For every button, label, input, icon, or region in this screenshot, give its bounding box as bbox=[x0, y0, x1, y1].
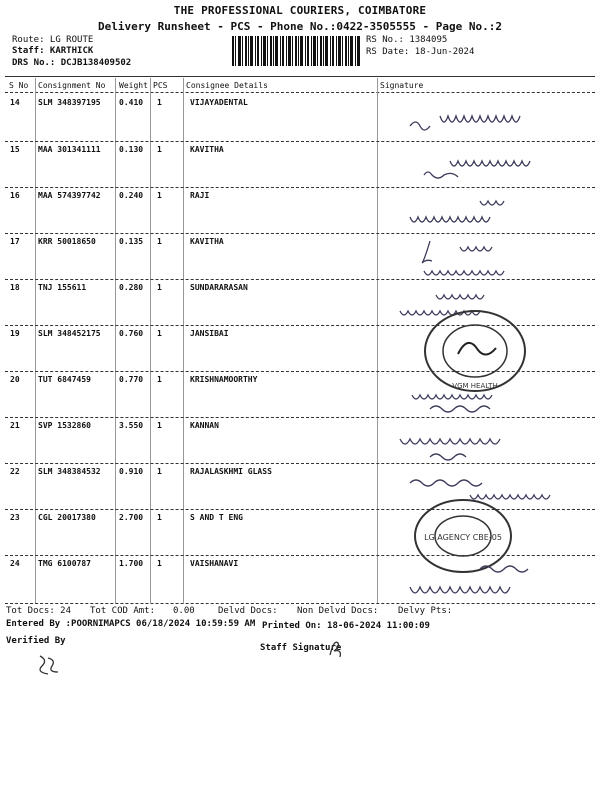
row-consignment: KRR 50018650 bbox=[38, 237, 96, 246]
runsheet-subtitle: Delivery Runsheet - PCS - Phone No.:0422-3505555 - Page No.:2 bbox=[98, 20, 502, 33]
printed-on: Printed On: 18-06-2024 11:00:09 bbox=[262, 621, 430, 631]
row-pcs: 1 bbox=[157, 145, 162, 154]
table-row bbox=[0, 145, 600, 193]
row-weight: 0.130 bbox=[119, 145, 144, 154]
row-consignee: KAVITHA bbox=[190, 237, 224, 246]
col-weight: Weight bbox=[119, 81, 148, 90]
row-sno: 17 bbox=[10, 237, 20, 246]
signature-handwriting bbox=[380, 421, 595, 469]
col-pcs: PCS bbox=[153, 81, 168, 90]
entered-by: Entered By :POORNIMAPCS 06/18/2024 10:59:59 AM bbox=[6, 619, 256, 629]
verified-by-label: Verified By bbox=[6, 636, 66, 646]
table-row bbox=[0, 98, 600, 146]
row-consignee: RAJI bbox=[190, 191, 210, 200]
row-divider bbox=[5, 463, 595, 464]
row-consignee: KANNAN bbox=[190, 421, 219, 430]
row-consignment: MAA 574397742 bbox=[38, 191, 101, 200]
table-row bbox=[0, 237, 600, 285]
row-consignee: KAVITHA bbox=[190, 145, 224, 154]
rs-number: RS No.: 1384095 bbox=[366, 35, 448, 45]
row-weight: 0.410 bbox=[119, 98, 144, 107]
row-divider bbox=[5, 233, 595, 234]
row-consignment: TNJ 155611 bbox=[38, 283, 87, 292]
row-sno: 24 bbox=[10, 559, 20, 568]
signature-handwriting bbox=[380, 375, 595, 423]
verifier-signature-icon bbox=[34, 652, 64, 676]
table-row bbox=[0, 421, 600, 469]
total-cod-label: Tot COD Amt: bbox=[90, 606, 156, 616]
stamp-text: LG AGENCY CBE-05 bbox=[424, 533, 502, 542]
row-pcs: 1 bbox=[157, 329, 162, 338]
header-bottom-rule bbox=[5, 92, 595, 93]
table-row bbox=[0, 559, 600, 607]
stamp-text: VGM HEALTH bbox=[452, 382, 498, 390]
signature-handwriting bbox=[380, 98, 595, 146]
col-consignment: Consignment No bbox=[38, 81, 106, 90]
drs-number: DRS No.: DCJB138409502 bbox=[12, 58, 132, 68]
row-consignee: S AND T ENG bbox=[190, 513, 243, 522]
row-consignment: TMG 6100787 bbox=[38, 559, 91, 568]
row-pcs: 1 bbox=[157, 513, 162, 522]
row-weight: 0.240 bbox=[119, 191, 144, 200]
total-docs: Tot Docs: 24 bbox=[6, 606, 72, 616]
row-consignment: TUT 6847459 bbox=[38, 375, 91, 384]
staff-label: Staff: KARTHICK bbox=[12, 46, 94, 56]
row-sno: 18 bbox=[10, 283, 20, 292]
non-delivered-docs: Non Delvd Docs: bbox=[297, 606, 379, 616]
row-sno: 20 bbox=[10, 375, 20, 384]
row-consignment: SLM 348397195 bbox=[38, 98, 101, 107]
row-sno: 21 bbox=[10, 421, 20, 430]
route-label: Route: LG ROUTE bbox=[12, 35, 94, 45]
row-sno: 22 bbox=[10, 467, 20, 476]
signature-handwriting bbox=[380, 559, 595, 607]
delivered-docs: Delvd Docs: bbox=[218, 606, 278, 616]
row-sno: 15 bbox=[10, 145, 20, 154]
row-weight: 0.280 bbox=[119, 283, 144, 292]
row-pcs: 1 bbox=[157, 467, 162, 476]
row-divider bbox=[5, 555, 595, 556]
row-pcs: 1 bbox=[157, 559, 162, 568]
row-consignee: KRISHNAMOORTHY bbox=[190, 375, 258, 384]
staff-signature-label: Staff Signature bbox=[260, 643, 342, 653]
row-weight: 2.700 bbox=[119, 513, 144, 522]
row-consignment: CGL 20017380 bbox=[38, 513, 96, 522]
table-top-rule bbox=[5, 76, 595, 77]
row-sno: 23 bbox=[10, 513, 20, 522]
row-weight: 3.550 bbox=[119, 421, 144, 430]
total-cod-value: 0.00 bbox=[173, 606, 195, 616]
row-weight: 0.770 bbox=[119, 375, 144, 384]
row-consignment: MAA 301341111 bbox=[38, 145, 101, 154]
delivery-points: Delvy Pts: bbox=[398, 606, 453, 616]
barcode-icon bbox=[232, 36, 360, 66]
table-bottom-rule bbox=[5, 603, 595, 604]
row-divider bbox=[5, 417, 595, 418]
row-pcs: 1 bbox=[157, 98, 162, 107]
row-consignee: RAJALASKHMI GLASS bbox=[190, 467, 272, 476]
row-consignee: VIJAYADENTAL bbox=[190, 98, 248, 107]
row-consignee: JANSIBAI bbox=[190, 329, 229, 338]
row-pcs: 1 bbox=[157, 375, 162, 384]
row-consignee: SUNDARARASAN bbox=[190, 283, 248, 292]
company-title: THE PROFESSIONAL COURIERS, COIMBATORE bbox=[173, 4, 427, 17]
row-divider bbox=[5, 187, 595, 188]
row-pcs: 1 bbox=[157, 283, 162, 292]
row-weight: 0.910 bbox=[119, 467, 144, 476]
row-sno: 14 bbox=[10, 98, 20, 107]
staff-signature-icon bbox=[326, 637, 346, 659]
row-divider bbox=[5, 279, 595, 280]
col-consignee: Consignee Details bbox=[186, 81, 268, 90]
row-consignee: VAISHANAVI bbox=[190, 559, 239, 568]
table-row bbox=[0, 513, 600, 561]
row-sno: 19 bbox=[10, 329, 20, 338]
rs-date: RS Date: 18-Jun-2024 bbox=[366, 47, 475, 57]
signature-handwriting bbox=[380, 191, 595, 239]
col-signature: Signature bbox=[380, 81, 424, 90]
row-weight: 0.760 bbox=[119, 329, 144, 338]
signature-handwriting bbox=[380, 145, 595, 193]
signature-handwriting bbox=[380, 237, 595, 285]
row-weight: 0.135 bbox=[119, 237, 144, 246]
table-row bbox=[0, 375, 600, 423]
row-consignment: SVP 1532860 bbox=[38, 421, 91, 430]
row-pcs: 1 bbox=[157, 237, 162, 246]
col-sno: S No bbox=[9, 81, 29, 90]
row-divider bbox=[5, 141, 595, 142]
row-pcs: 1 bbox=[157, 421, 162, 430]
row-sno: 16 bbox=[10, 191, 20, 200]
row-consignment: SLM 348452175 bbox=[38, 329, 101, 338]
row-weight: 1.700 bbox=[119, 559, 144, 568]
row-pcs: 1 bbox=[157, 191, 162, 200]
table-row bbox=[0, 191, 600, 239]
row-consignment: SLM 348384532 bbox=[38, 467, 101, 476]
